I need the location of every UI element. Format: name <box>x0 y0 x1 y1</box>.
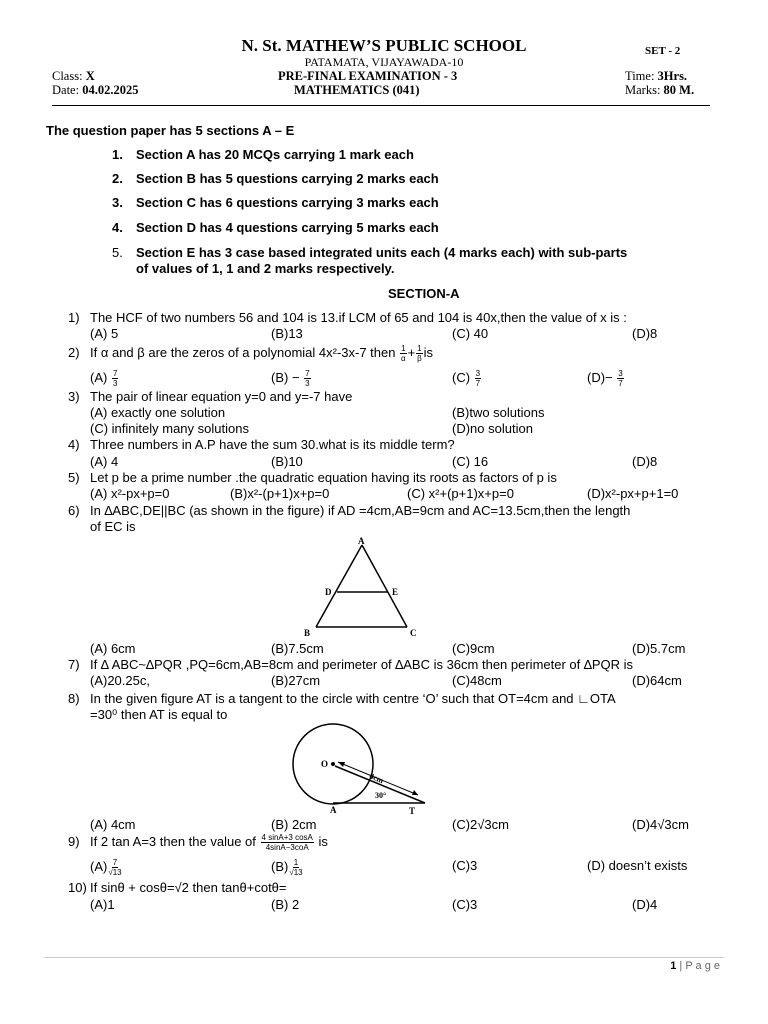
footer-divider <box>44 957 724 958</box>
label-a: A <box>358 536 365 546</box>
label-t: T <box>409 806 416 816</box>
question-2: 2) If α and β are the zeros of a polynomial 4x²-3x-7 then $\frac{1}{\alpha}$ + $\frac{1}{\beta}$ is <box>68 344 433 363</box>
header-divider <box>52 105 710 106</box>
q6-option-b: (B)7.5cm <box>271 641 324 656</box>
angle-label: 30° <box>375 791 387 800</box>
q8-option-a: (A) 4cm <box>90 817 136 832</box>
class-value: X <box>85 69 95 83</box>
label-e: E <box>392 587 399 597</box>
question-1: 1) The HCF of two numbers 56 and 104 is 13.if LCM of 65 and 104 is 40x,then the value of x is : <box>68 310 627 325</box>
length-label: 4cm <box>368 771 385 786</box>
intro-title: The question paper has 5 sections A – E <box>46 123 295 138</box>
q1-option-a: (A) 5 <box>90 326 119 341</box>
q8-option-d: (D)4√3cm <box>632 817 689 832</box>
q2-option-a: (A) $\frac{7}{3}$ <box>90 369 118 388</box>
q4-option-c: (C) 16 <box>452 454 489 469</box>
q5-option-d: (D)x²-px+p+1=0 <box>587 486 679 501</box>
q4-option-d: (D)8 <box>632 454 658 469</box>
q8-option-c: (C)2√3cm <box>452 817 509 832</box>
q10-option-d: (D)4 <box>632 897 658 912</box>
time-value: 3Hrs. <box>657 69 688 83</box>
question-3: 3) The pair of linear equation y=0 and y=-7 have <box>68 389 353 404</box>
q5-option-c: (C) x²+(p+1)x+p=0 <box>407 486 514 501</box>
school-address: PATAMATA, VIJAYAWADA-10 <box>304 55 464 69</box>
intro-item: 5. Section E has 3 case based integrated units each (4 marks each) with sub-parts <box>112 245 628 260</box>
intro-item: 4. Section D has 4 questions carrying 5 marks each <box>112 220 439 235</box>
q6-option-c: (C)9cm <box>452 641 495 656</box>
q6-option-a: (A) 6cm <box>90 641 136 656</box>
triangle-figure <box>300 535 430 641</box>
side-ab <box>316 545 362 627</box>
circle-tangent-figure <box>280 720 440 816</box>
subject-title: MATHEMATICS (041) <box>294 83 420 97</box>
q9-option-a: (A) $\frac{7}{√13}$ <box>90 858 122 877</box>
arrow-head-left <box>338 762 345 767</box>
q9-option-b: (B) $\frac{1}{√13}$ <box>271 858 303 877</box>
intro-item-continued: of values of 1, 1 and 2 marks respectively. <box>136 261 395 276</box>
question-8-continued: =30⁰ then AT is equal to <box>90 707 228 722</box>
q5-option-a: (A) x²-px+p=0 <box>90 486 170 501</box>
time-info <box>625 69 687 84</box>
q3-option-a: (A) exactly one solution <box>90 405 226 420</box>
label-b: B <box>304 628 311 638</box>
centre-dot <box>331 762 335 766</box>
q2-option-d: (D)− $\frac{3}{7}$ <box>587 369 623 388</box>
q9-option-c: (C)3 <box>452 858 478 873</box>
q2-option-b: (B) − $\frac{7}{3}$ <box>271 369 310 388</box>
question-7: 7) If ∆ ABC~∆PQR ,PQ=6cm,AB=8cm and perimeter of ∆ABC is 36cm then perimeter of ∆PQR is <box>68 657 633 672</box>
q10-option-c: (C)3 <box>452 897 478 912</box>
time-label: Time: <box>625 69 655 83</box>
question-6: 6) In ∆ABC,DE||BC (as shown in the figure) if AD =4cm,AB=9cm and AC=13.5cm,then the length <box>68 503 631 518</box>
q6-option-d: (D)5.7cm <box>632 641 686 656</box>
q3-option-d: (D)no solution <box>452 421 533 436</box>
class-info <box>52 69 95 84</box>
q1-option-d: (D)8 <box>632 326 658 341</box>
q9-option-d: (D) doesn’t exists <box>587 858 688 873</box>
q2-option-c: (C) $\frac{3}{7}$ <box>452 369 481 388</box>
q7-option-b: (B)27cm <box>271 673 321 688</box>
label-o: O <box>321 759 329 769</box>
page-number: 1 | P a g e <box>670 960 720 972</box>
question-5: 5) Let p be a prime number .the quadratic equation having its roots as factors of p is <box>68 470 557 485</box>
q7-option-d: (D)64cm <box>632 673 682 688</box>
q4-option-a: (A) 4 <box>90 454 119 469</box>
date-label: Date: <box>52 83 80 97</box>
school-name: N. St. MATHEW’S PUBLIC SCHOOL <box>241 36 527 55</box>
set-label: SET - 2 <box>645 45 681 57</box>
intro-item: 1. Section A has 20 MCQs carrying 1 mark each <box>112 147 414 162</box>
label-c: C <box>410 628 417 638</box>
marks-value: 80 M. <box>663 83 695 97</box>
date-value: 04.02.2025 <box>82 83 139 97</box>
marks-label: Marks: <box>625 83 661 97</box>
intro-item: 3. Section C has 6 questions carrying 3 marks each <box>112 195 439 210</box>
label-d: D <box>325 587 332 597</box>
question-8: 8) In the given figure AT is a tangent to the circle with centre ‘O’ such that OT=4cm and ∟OTA <box>68 691 616 706</box>
question-6-continued: of EC is <box>90 519 136 534</box>
q1-option-c: (C) 40 <box>452 326 489 341</box>
question-9: 9) If 2 tan A=3 then the value of $\frac{4 \sin A+3 \cos A}{\text{4sinA−3coA}}$ is <box>68 833 328 852</box>
q5-option-b: (B)x²-(p+1)x+p=0 <box>230 486 330 501</box>
label-a: A <box>330 805 337 815</box>
q10-option-b: (B) 2 <box>271 897 300 912</box>
q1-option-b: (B)13 <box>271 326 303 341</box>
side-ac <box>362 545 407 627</box>
intro-item: 2. Section B has 5 questions carrying 2 marks each <box>112 171 439 186</box>
q10-option-a: (A)1 <box>90 897 115 912</box>
question-4: 4) Three numbers in A.P have the sum 30.what is its middle term? <box>68 437 455 452</box>
q7-option-c: (C)48cm <box>452 673 502 688</box>
section-title: SECTION-A <box>388 286 460 301</box>
q8-option-b: (B) 2cm <box>271 817 317 832</box>
marks-info <box>625 83 694 98</box>
q7-option-a: (A)20.25c, <box>90 673 150 688</box>
q3-option-c: (C) infinitely many solutions <box>90 421 249 436</box>
class-label: Class: <box>52 69 83 83</box>
date-info <box>52 83 138 98</box>
q3-option-b: (B)two solutions <box>452 405 545 420</box>
question-10: 10) If sinθ + cosθ=√2 then tanθ+cotθ= <box>68 880 287 895</box>
q4-option-b: (B)10 <box>271 454 303 469</box>
exam-title: PRE-FINAL EXAMINATION - 3 <box>278 69 458 83</box>
